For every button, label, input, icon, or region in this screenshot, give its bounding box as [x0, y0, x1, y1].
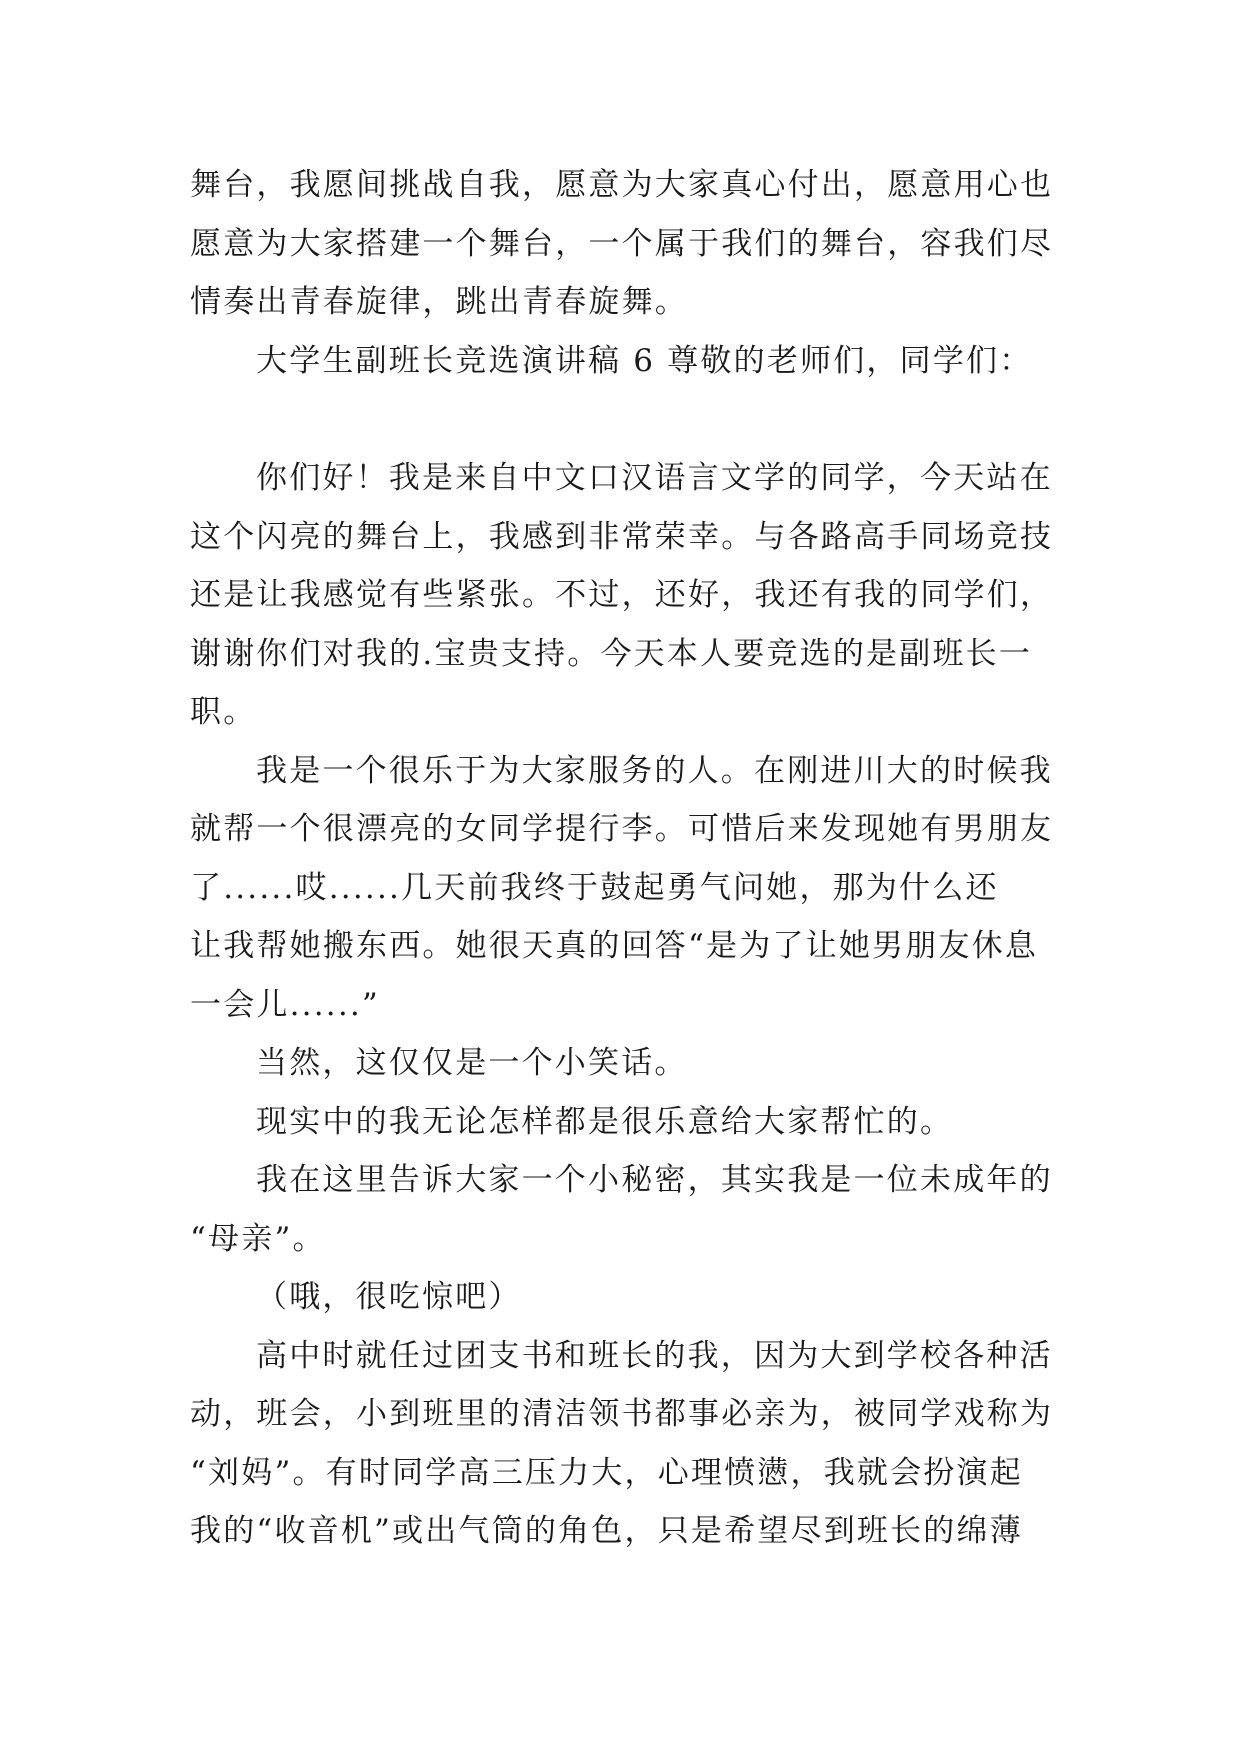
- text-line: 一会儿......”: [190, 987, 380, 1023]
- text-line: 还是让我感觉有些紧张。不过，还好，我还有我的同学们，: [190, 577, 1054, 613]
- text-line: 我的“收音机”或出气筒的角色，只是希望尽到班长的绵薄: [190, 1513, 1023, 1549]
- text-line: 这个闪亮的舞台上，我感到非常荣幸。与各路高手同场竞技: [190, 519, 1054, 555]
- text-line: 谢谢你们对我的.宝贵支持。今天本人要竞选的是副班长一: [190, 636, 1033, 672]
- text-line: 你们好！我是来自中文口汉语言文学的同学，今天站在: [256, 460, 1053, 496]
- text-line: 愿意为大家搭建一个舞台，一个属于我们的舞台，容我们尽: [190, 226, 1054, 262]
- text-line: “母亲”。: [190, 1221, 326, 1257]
- text-line: 我在这里告诉大家一个小秘密，其实我是一位未成年的: [256, 1162, 1053, 1198]
- text-line: 了......哎......几天前我终于鼓起勇气问她，那为什么还: [190, 870, 999, 906]
- text-line: 动，班会，小到班里的清洁领书都事必亲为，被同学戏称为: [190, 1396, 1054, 1432]
- text-line: “刘妈”。有时同学高三压力大，心理愤懑，我就会扮演起: [190, 1455, 1023, 1491]
- text-line: 职。: [190, 694, 257, 730]
- text-line: 高中时就任过团支书和班长的我，因为大到学校各种活: [256, 1338, 1053, 1374]
- text-line: （哦，很吃惊吧）: [256, 1279, 522, 1315]
- section-heading: 大学生副班长竞选演讲稿 6 尊敬的老师们，同学们：: [256, 343, 1033, 379]
- text-line: 当然，这仅仅是一个小笑话。: [256, 1045, 688, 1081]
- text-line: 情奏出青春旋律，跳出青春旋舞。: [190, 284, 688, 320]
- text-line: 就帮一个很漂亮的女同学提行李。可惜后来发现她有男朋友: [190, 811, 1054, 847]
- text-line: 舞台，我愿间挑战自我，愿意为大家真心付出，愿意用心也: [190, 167, 1054, 203]
- text-line: 让我帮她搬东西。她很天真的回答“是为了让她男朋友休息: [190, 928, 1039, 964]
- text-line: 现实中的我无论怎样都是很乐意给大家帮忙的。: [256, 1104, 954, 1140]
- text-line: 我是一个很乐于为大家服务的人。在刚进川大的时候我: [256, 753, 1053, 789]
